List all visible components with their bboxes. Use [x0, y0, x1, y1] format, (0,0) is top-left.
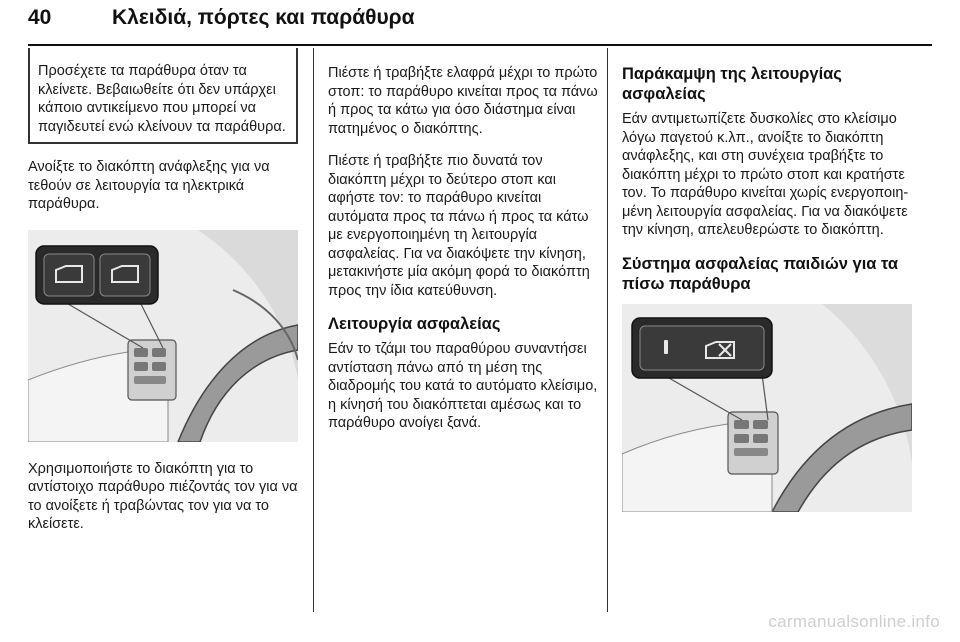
page-heading: Κλειδιά, πόρτες και παράθυρα [112, 6, 415, 29]
paragraph-second-stop: Πιέστε ή τραβήξτε πιο δυνατά τον διακόπτη μέχρι το δεύτερο στοπ και αφήστε τον: το παράθυρο κινείται αυτόματα προς τα πάνω ή προς τα κάτω με ενεργοποιημένη τη λειτουργία ασφαλείας. Για να διακόψετε την κίνηση, μετακινήστε μία ακόμη φορά το διακόπτη προς την ίδια κατεύθυνση. [328, 153, 590, 299]
paragraph-safety-function: Εάν το τζάμι του παραθύρου συναντήσει αντίσταση πάνω από τη μέση της διαδρομής του κατά το αυτόματο κλείσιμο, η κίνησή του διακόπτεται αμέσως και το παράθυρο ανοίγει ξανά. [328, 341, 598, 431]
warning-note-text: Προσέχετε τα παράθυρα όταν τα κλείνετε. Βεβαιωθείτε ότι δεν υπάρχει κάποιο αντικείμενο που μπορεί να παγιδευτεί ενώ κλείνουν τα παράθυρα. [38, 63, 286, 135]
heading-safety-function: Λειτουργία ασφαλείας [328, 315, 501, 333]
column-3 [622, 48, 912, 512]
warning-note-box [28, 48, 298, 144]
column-divider-1 [313, 48, 314, 612]
paragraph-switch-use: Χρησιμοποιήστε το διακόπτη για το αντίστοιχο παράθυρο πιέζοντάς τον για να το ανοίξετε ή τραβώντας τον για να το κλείσετε. [28, 460, 298, 532]
window-switch-illustration [28, 230, 298, 442]
paragraph-ignition: Ανοίξτε το διακόπτη ανάφλεξης για να τεθούν σε λειτουργία τα ηλεκτρικά παράθυρα. [28, 159, 270, 212]
window-switch-drawing [28, 230, 298, 442]
heading-child-safety: Σύστημα ασφαλείας παιδιών για τα πίσω παράθυρα [622, 254, 899, 293]
heading-override-safety: Παράκαμψη της λειτουργίας ασφαλείας [622, 65, 842, 103]
paragraph-first-stop: Πιέστε ή τραβήξτε ελαφρά μέχρι το πρώτο στοπ: το παράθυρο κινείται προς τα πάνω ή προς τα κάτω για όσο διάστημα είναι πατημένος ο διακόπτης. [328, 65, 598, 137]
footer-watermark: carmanualsonline.info [768, 612, 940, 631]
column-1 [28, 48, 298, 534]
page-number: 40 [28, 6, 52, 29]
child-lock-drawing [622, 304, 912, 512]
paragraph-override-safety: Εάν αντιμετωπίζετε δυσκολίες στο κλείσιμο λόγω παγετού κ.λπ., ανοίξτε το διακόπτη ανάφλεξης, και στη συνέχεια τραβήξτε το διακόπτη μέχρι το πρώτο στοπ και κρατήστε τον. Το παράθυρο κινείται χωρίς ενεργοποιημένη λειτουργία ασφαλείας. Για να διακόψετε την κίνηση, απελευθερώστε το διακόπτη. [622, 111, 909, 238]
column-2 [328, 48, 604, 433]
header-rule [28, 44, 932, 46]
child-lock-illustration [622, 304, 912, 512]
column-divider-2 [607, 48, 608, 612]
